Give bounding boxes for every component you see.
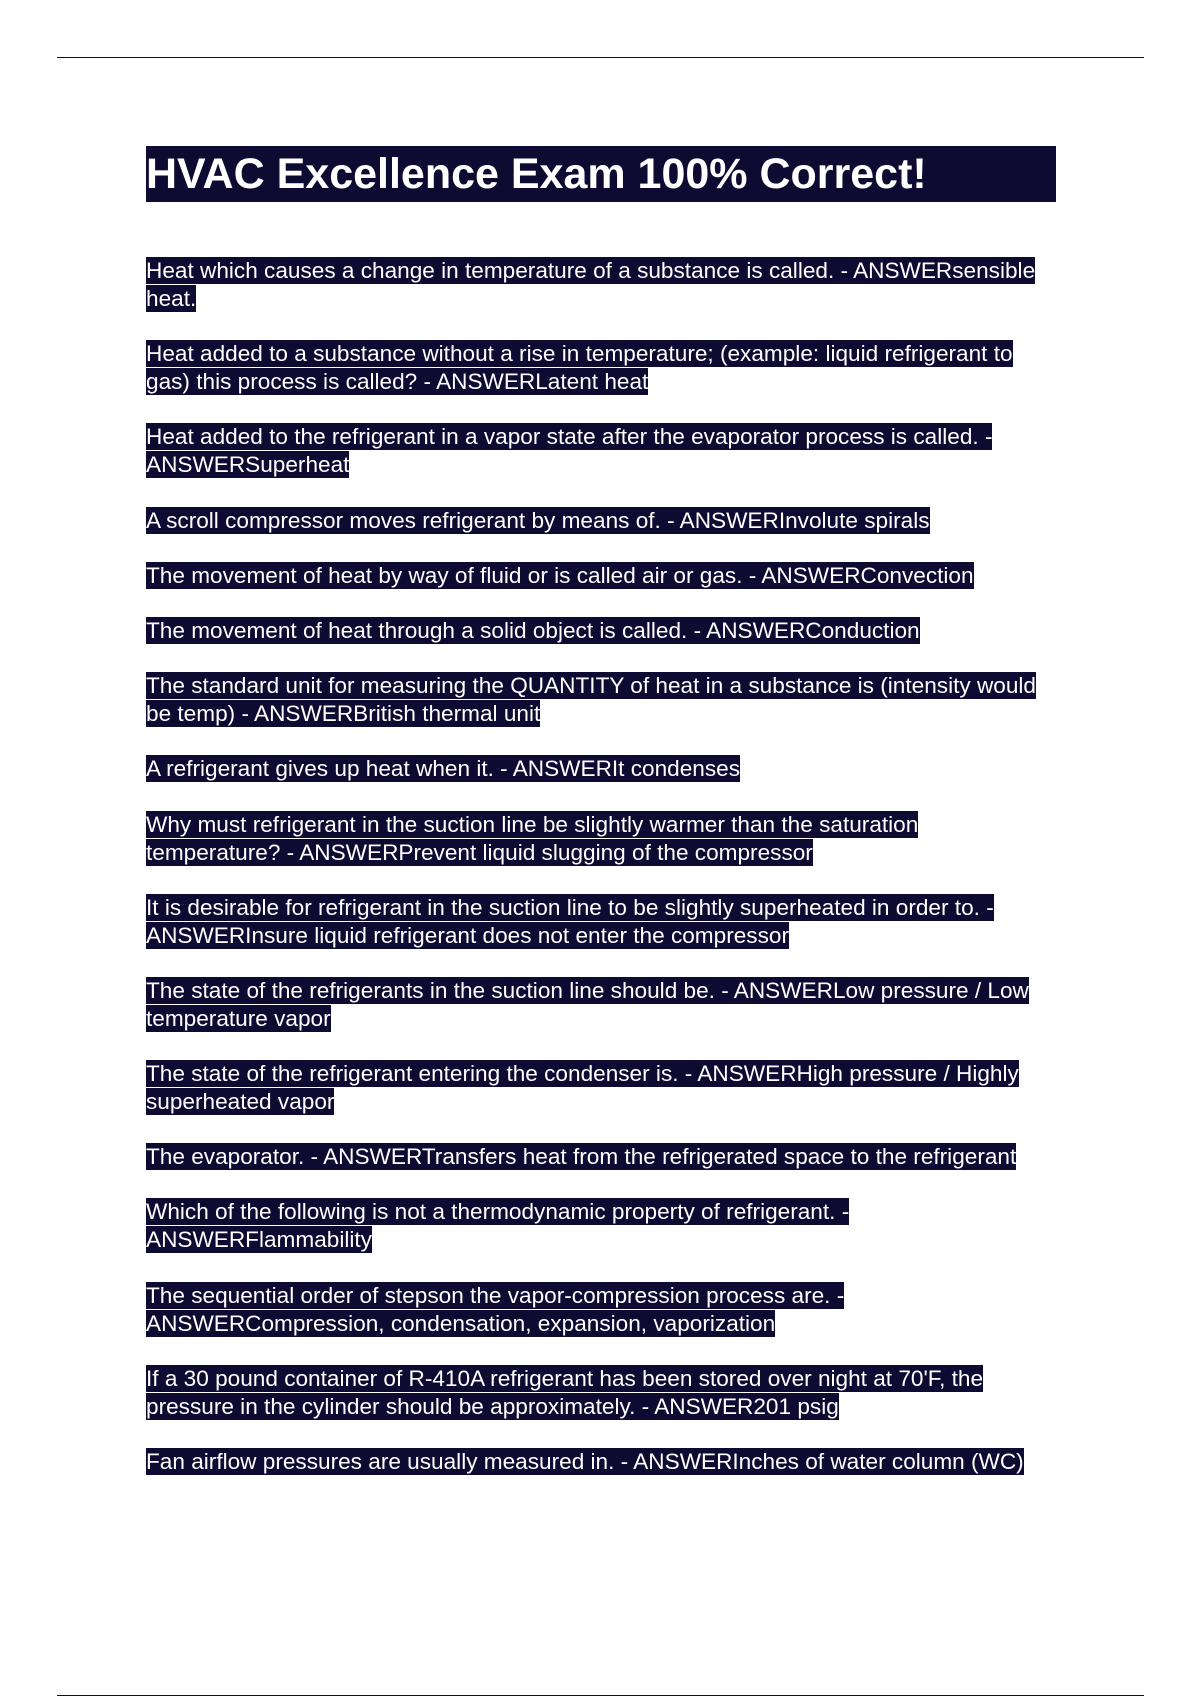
- qa-text: Fan airflow pressures are usually measured in. - ANSWERInches of water column (WC): [146, 1449, 1024, 1474]
- qa-item: [146, 340, 1056, 396]
- qa-text: The movement of heat through a solid object is called. - ANSWERConduction: [146, 617, 920, 643]
- qa-item: [146, 1198, 1056, 1254]
- qa-text: The sequential order of stepson the vapor-compression process are. - ANSWERCompression, condensation, expansion, vaporization: [146, 1282, 845, 1336]
- qa-text: If a 30 pound container of R-410A refrigerant has been stored over night at 70'F, the pressure in the cylinder should be approximately. - ANSWER201 psig: [146, 1365, 984, 1419]
- qa-item: [146, 672, 1056, 728]
- qa-text: Heat added to the refrigerant in a vapor state after the evaporator process is called. - ANSWERSuperheat: [146, 424, 993, 478]
- qa-text: A scroll compressor moves refrigerant by means of. - ANSWERInvolute spirals: [146, 507, 930, 533]
- qa-text: The state of the refrigerant entering the condenser is. - ANSWERHigh pressure / Highly superheated vapor: [146, 1061, 1019, 1115]
- document-page: [146, 146, 1056, 1503]
- qa-list: [146, 257, 1056, 1476]
- qa-text: The standard unit for measuring the QUANTITY of heat in a substance is (intensity would be temp) - ANSWERBritish thermal unit: [146, 673, 1036, 727]
- qa-item: [146, 1365, 1056, 1421]
- qa-item: [146, 755, 1056, 783]
- qa-item: [146, 1448, 1056, 1476]
- qa-item: [146, 507, 1056, 535]
- qa-item: [146, 257, 1056, 313]
- qa-item: [146, 811, 1056, 867]
- qa-item: [146, 423, 1056, 479]
- qa-item: [146, 894, 1056, 950]
- footer-rule: [57, 1695, 1144, 1696]
- qa-item: [146, 1060, 1056, 1116]
- document-title: HVAC Excellence Exam 100% Correct!: [146, 146, 1056, 202]
- qa-item: [146, 1282, 1056, 1338]
- qa-text: The movement of heat by way of fluid or is called air or gas. - ANSWERConvection: [146, 562, 974, 588]
- qa-text: It is desirable for refrigerant in the suction line to be slightly superheated in order to. - ANSWERInsure liquid refrigerant does not enter the compressor: [146, 894, 994, 948]
- qa-item: [146, 1143, 1056, 1171]
- qa-item: [146, 977, 1056, 1033]
- qa-text: Why must refrigerant in the suction line be slightly warmer than the saturation temperature? - ANSWERPrevent liquid slugging of the compressor: [146, 811, 919, 865]
- qa-item: [146, 617, 1056, 645]
- qa-text: Which of the following is not a thermodynamic property of refrigerant. - ANSWERFlammability: [146, 1199, 850, 1253]
- qa-item: [146, 562, 1056, 590]
- qa-text: The evaporator. - ANSWERTransfers heat from the refrigerated space to the refrigerant: [146, 1144, 1017, 1170]
- qa-text: The state of the refrigerants in the suction line should be. - ANSWERLow pressure / Low temperature vapor: [146, 977, 1029, 1031]
- qa-text: Heat added to a substance without a rise in temperature; (example: liquid refrigerant to gas) this process is called? - ANSWERLatent heat: [146, 341, 1013, 395]
- qa-text: Heat which causes a change in temperature of a substance is called. - ANSWERsensible heat.: [146, 258, 1036, 311]
- header-rule: [57, 57, 1144, 58]
- qa-text: A refrigerant gives up heat when it. - ANSWERIt condenses: [146, 756, 741, 782]
